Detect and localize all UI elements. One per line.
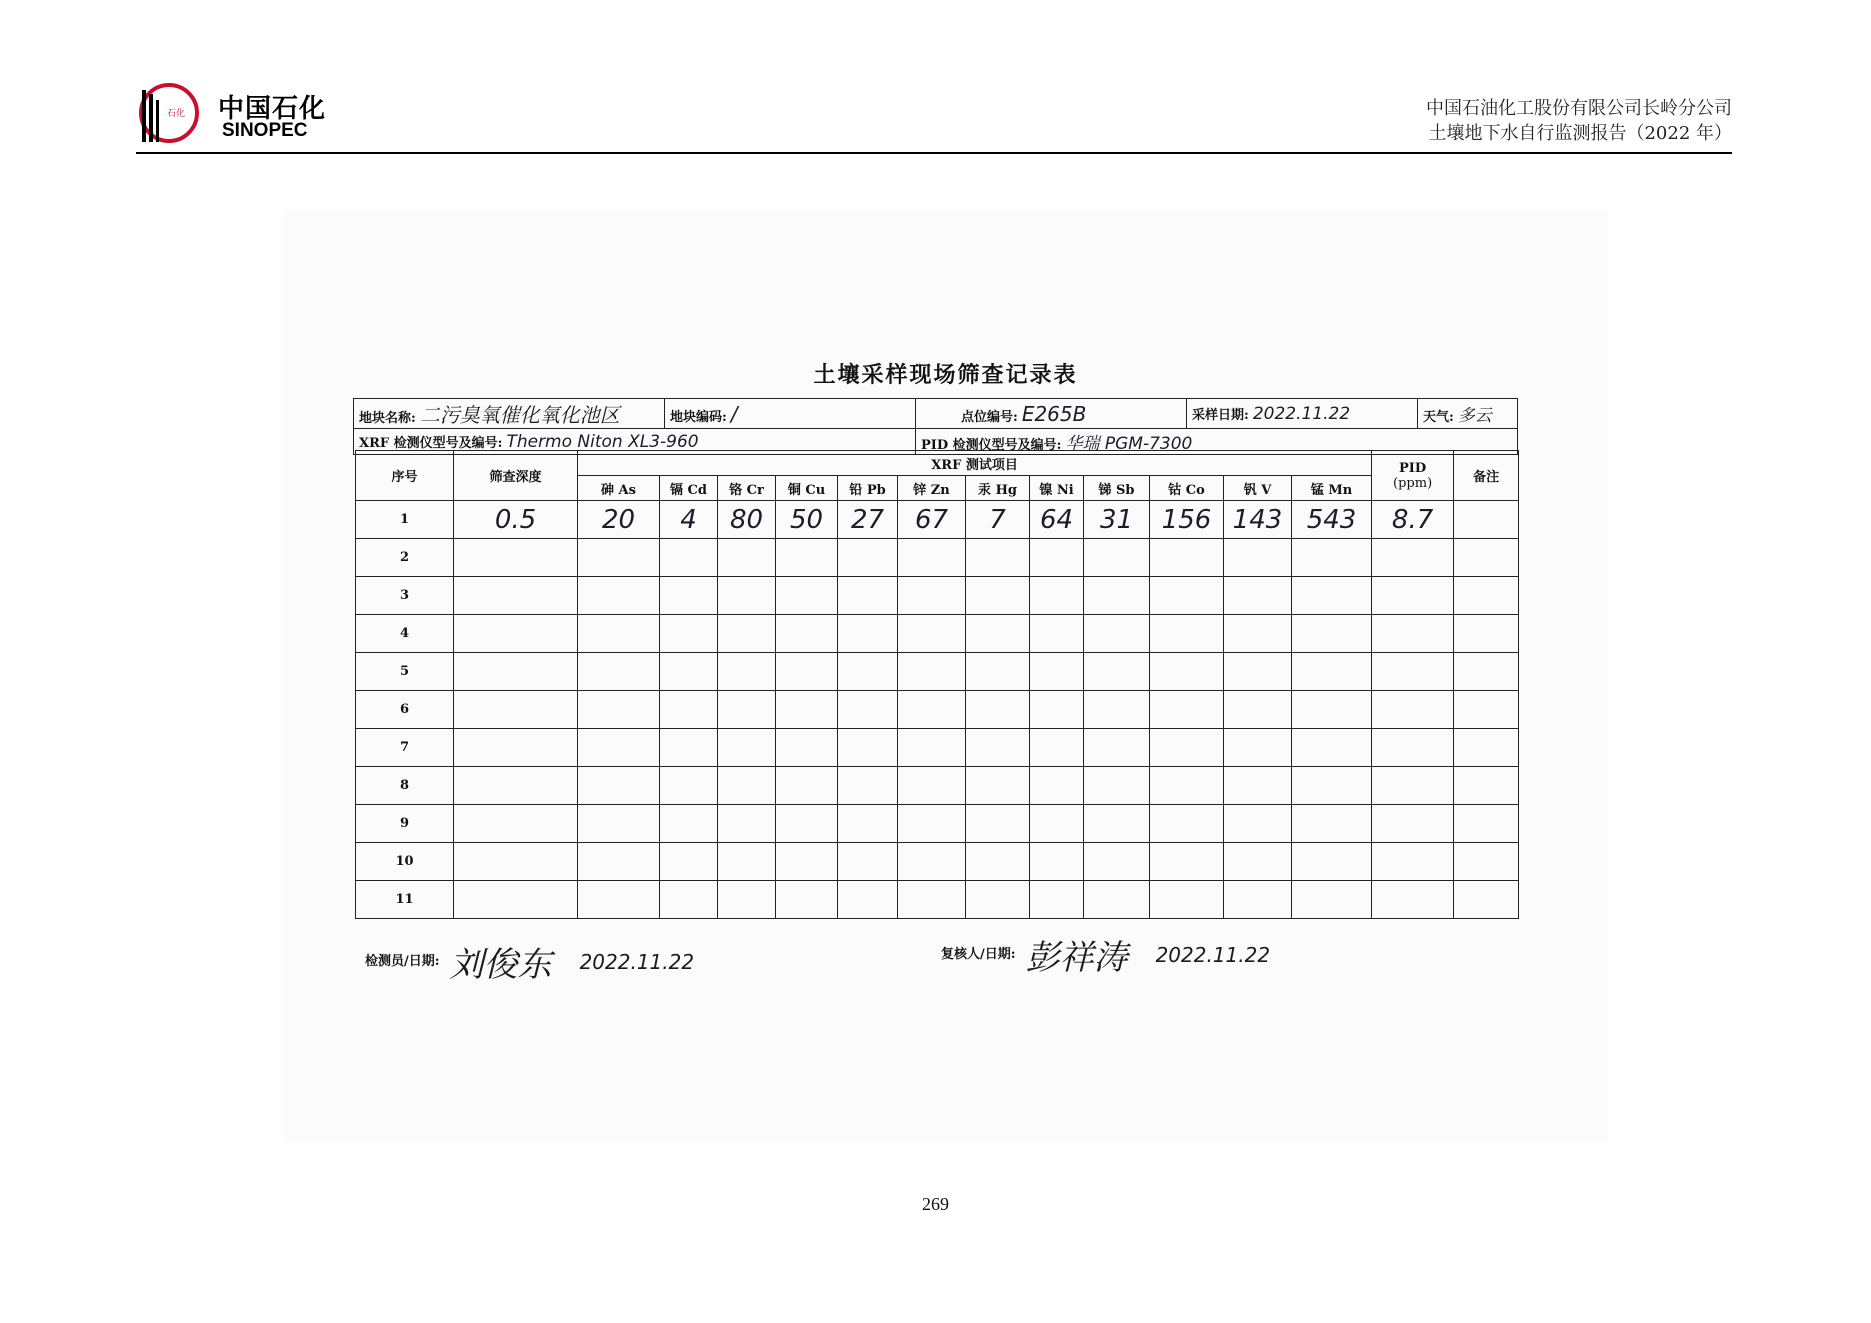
row-element-value [578,729,660,767]
row-depth [454,729,578,767]
row-note [1454,729,1519,767]
row-element-value [1084,881,1150,919]
plot-code-cell [665,399,916,429]
row-element-value [776,653,838,691]
row-element-value [966,577,1030,615]
row-element-value [1224,615,1292,653]
row-element-value [776,881,838,919]
row-note [1454,767,1519,805]
company-name: 中国石油化工股份有限公司长岭分公司 [1426,98,1732,119]
row-element-value [1292,843,1372,881]
reviewer-label: 复核人/日期: [941,947,1016,962]
row-element-value [1224,767,1292,805]
row-element-value [898,653,966,691]
row-seq: 6 [356,691,454,729]
plot-name-cell [354,399,665,429]
row-element-value [1150,843,1224,881]
row-seq: 7 [356,729,454,767]
row-element-value [718,691,776,729]
sampling-date-cell [1187,399,1418,429]
row-element-value [1292,615,1372,653]
row-element-value [1150,539,1224,577]
row-element-value [660,729,718,767]
row-element-value: 143 [1224,501,1292,539]
row-seq: 1 [356,501,454,539]
row-element-value [966,767,1030,805]
row-pid [1372,767,1454,805]
row-depth: 0.5 [454,501,578,539]
row-element-value [966,691,1030,729]
row-element-value [660,805,718,843]
row-element-value [1030,615,1084,653]
row-element-value [660,843,718,881]
row-pid: 8.7 [1372,501,1454,539]
table-row [356,881,1519,919]
row-element-value [776,615,838,653]
row-element-value [578,653,660,691]
row-element-value [1084,843,1150,881]
row-element-value [1292,805,1372,843]
row-element-value [1224,653,1292,691]
row-seq: 9 [356,805,454,843]
header-element: 钒 V [1224,476,1292,501]
row-element-value [1292,653,1372,691]
row-element-value [1084,577,1150,615]
xrf-instrument-label: XRF 检测仪型号及编号: [359,435,503,451]
table-row [356,729,1519,767]
row-element-value [966,729,1030,767]
row-seq: 4 [356,615,454,653]
sinopec-logo-icon [136,80,202,146]
row-element-value [1030,805,1084,843]
row-seq: 8 [356,767,454,805]
row-element-value [1084,653,1150,691]
row-element-value [718,729,776,767]
row-element-value [1084,767,1150,805]
row-element-value [838,615,898,653]
row-element-value [660,539,718,577]
header-seq: 序号 [356,451,454,501]
row-depth [454,691,578,729]
row-element-value [776,767,838,805]
row-element-value [898,843,966,881]
row-element-value: 4 [660,501,718,539]
inspector-signature [365,937,694,986]
row-element-value [1030,653,1084,691]
row-element-value [718,767,776,805]
row-element-value [1224,843,1292,881]
row-note [1454,501,1519,539]
header-element: 锑 Sb [1084,476,1150,501]
plot-code-label: 地块编码: [670,409,727,425]
header-element: 锌 Zn [898,476,966,501]
table-row [356,805,1519,843]
table-row [356,577,1519,615]
table-header [356,451,1519,501]
table-row [356,653,1519,691]
row-element-value [776,729,838,767]
row-element-value: 50 [776,501,838,539]
row-depth [454,767,578,805]
row-element-value [838,729,898,767]
row-element-value [898,577,966,615]
point-code-value: E265B [1021,401,1087,426]
plot-name-value: 二污臭氧催化氧化池区 [419,403,620,427]
row-element-value: 64 [1030,501,1084,539]
row-element-value: 156 [1150,501,1224,539]
row-element-value: 31 [1084,501,1150,539]
row-element-value [1150,577,1224,615]
row-element-value [966,805,1030,843]
row-element-value [578,843,660,881]
row-element-value: 20 [578,501,660,539]
row-note [1454,615,1519,653]
row-element-value [838,843,898,881]
sampling-date-value: 2022.11.22 [1252,403,1351,424]
row-pid [1372,729,1454,767]
header-element: 砷 As [578,476,660,501]
row-element-value [776,577,838,615]
inspector-name: 刘俊东 [449,945,552,985]
row-element-value [1084,539,1150,577]
table-row [356,843,1519,881]
row-seq: 3 [356,577,454,615]
row-element-value [660,653,718,691]
row-element-value [898,767,966,805]
header-pid-unit: (ppm) [1393,475,1433,491]
row-element-value [1224,881,1292,919]
row-seq: 11 [356,881,454,919]
row-element-value [718,653,776,691]
row-element-value [578,691,660,729]
row-element-value [718,615,776,653]
row-element-value [776,805,838,843]
row-element-value [1030,539,1084,577]
logo-chinese-text: 中国石化 [218,94,327,124]
reviewer-signature [941,930,1270,979]
row-note [1454,577,1519,615]
report-title: 土壤地下水自行监测报告（2022 年） [1428,123,1732,144]
screening-table [355,450,1519,919]
row-element-value [1292,691,1372,729]
row-depth [454,539,578,577]
form-info-table [353,398,1518,455]
row-element-value [1150,881,1224,919]
row-element-value [1292,881,1372,919]
header-pid [1372,451,1454,501]
row-element-value [1292,729,1372,767]
header-depth: 筛查深度 [454,451,578,501]
header-element: 铬 Cr [718,476,776,501]
header-note: 备注 [1454,451,1519,501]
row-element-value [1150,691,1224,729]
svg-text:石化: 石化 [166,109,186,119]
row-element-value: 80 [718,501,776,539]
page-number: 269 [922,1194,949,1214]
row-element-value [718,577,776,615]
row-element-value [1084,691,1150,729]
row-depth [454,805,578,843]
row-pid [1372,653,1454,691]
row-element-value [1150,653,1224,691]
plot-code-value: / [730,401,738,426]
row-element-value [838,805,898,843]
row-element-value [838,691,898,729]
row-element-value [1292,539,1372,577]
header-element: 汞 Hg [966,476,1030,501]
xrf-instrument-value: Thermo Niton XL3-960 [506,431,699,452]
row-element-value [838,577,898,615]
header-pid-label: PID [1399,460,1427,476]
row-depth [454,577,578,615]
inspector-date: 2022.11.22 [579,949,695,974]
row-pid [1372,691,1454,729]
inspector-label: 检测员/日期: [365,954,440,969]
row-element-value [776,539,838,577]
row-element-value [966,881,1030,919]
row-element-value: 27 [838,501,898,539]
row-note [1454,843,1519,881]
row-pid [1372,805,1454,843]
row-note [1454,653,1519,691]
header-element: 钴 Co [1150,476,1224,501]
row-pid [1372,843,1454,881]
logo-english-text: SINOPEC [222,120,308,141]
row-element-value [1030,767,1084,805]
row-element-value [966,539,1030,577]
row-element-value [838,767,898,805]
row-element-value [718,881,776,919]
weather-cell [1418,399,1518,429]
table-row [356,691,1519,729]
row-pid [1372,615,1454,653]
page-header [136,74,1732,154]
reviewer-date: 2022.11.22 [1155,942,1271,967]
table-row [356,767,1519,805]
row-seq: 5 [356,653,454,691]
reviewer-name: 彭祥涛 [1025,938,1128,978]
row-element-value: 67 [898,501,966,539]
row-element-value [1150,729,1224,767]
row-pid [1372,577,1454,615]
weather-label: 天气: [1423,410,1454,425]
plot-name-label: 地块名称: [359,411,416,426]
header-element: 锰 Mn [1292,476,1372,501]
table-row [356,615,1519,653]
row-element-value [660,691,718,729]
row-element-value [898,805,966,843]
point-code-label: 点位编号: [961,409,1018,425]
row-element-value [776,843,838,881]
row-seq: 2 [356,539,454,577]
header-element: 镉 Cd [660,476,718,501]
row-element-value [1224,729,1292,767]
row-element-value [1030,691,1084,729]
row-element-value [660,615,718,653]
sampling-date-label: 采样日期: [1192,407,1249,423]
row-element-value [1084,729,1150,767]
row-element-value [1224,577,1292,615]
row-element-value: 7 [966,501,1030,539]
row-element-value [838,881,898,919]
row-element-value [1150,615,1224,653]
row-element-value [1292,767,1372,805]
row-element-value [838,653,898,691]
row-depth [454,653,578,691]
row-pid [1372,539,1454,577]
row-element-value [1084,615,1150,653]
weather-value: 多云 [1457,406,1492,426]
row-note [1454,539,1519,577]
point-code-cell [916,399,1187,429]
row-element-value [1150,805,1224,843]
row-element-value [898,729,966,767]
row-element-value [660,881,718,919]
row-element-value: 543 [1292,501,1372,539]
row-element-value [1292,577,1372,615]
row-element-value [898,691,966,729]
row-element-value [1224,539,1292,577]
row-element-value [898,539,966,577]
row-depth [454,881,578,919]
header-element: 铅 Pb [838,476,898,501]
header-element: 铜 Cu [776,476,838,501]
row-note [1454,805,1519,843]
row-pid [1372,881,1454,919]
row-element-value [966,615,1030,653]
row-note [1454,881,1519,919]
form-title: 土壤采样现场筛查记录表 [813,363,1078,388]
row-element-value [578,881,660,919]
row-element-value [718,539,776,577]
row-element-value [578,615,660,653]
row-element-value [578,805,660,843]
pid-instrument-value: 华瑞 PGM-7300 [1065,434,1193,454]
row-element-value [898,881,966,919]
scanned-form [283,210,1608,1142]
row-element-value [1084,805,1150,843]
row-element-value [1150,767,1224,805]
row-element-value [776,691,838,729]
row-note [1454,691,1519,729]
row-element-value [660,577,718,615]
row-seq: 10 [356,843,454,881]
row-element-value [1224,691,1292,729]
row-element-value [838,539,898,577]
row-element-value [1030,881,1084,919]
header-xrf-group: XRF 测试项目 [578,451,1372,476]
row-element-value [1030,843,1084,881]
header-element: 镍 Ni [1030,476,1084,501]
row-depth [454,615,578,653]
row-element-value [578,539,660,577]
row-depth [454,843,578,881]
row-element-value [718,805,776,843]
table-row [356,539,1519,577]
sinopec-logo [136,80,336,150]
row-element-value [966,653,1030,691]
row-element-value [966,843,1030,881]
row-element-value [578,577,660,615]
row-element-value [660,767,718,805]
table-row [356,501,1519,539]
row-element-value [898,615,966,653]
company-info [1426,96,1732,146]
row-element-value [1224,805,1292,843]
row-element-value [578,767,660,805]
pid-instrument-label: PID 检测仪型号及编号: [921,438,1062,453]
row-element-value [1030,729,1084,767]
table-body [356,501,1519,919]
row-element-value [1030,577,1084,615]
row-element-value [718,843,776,881]
